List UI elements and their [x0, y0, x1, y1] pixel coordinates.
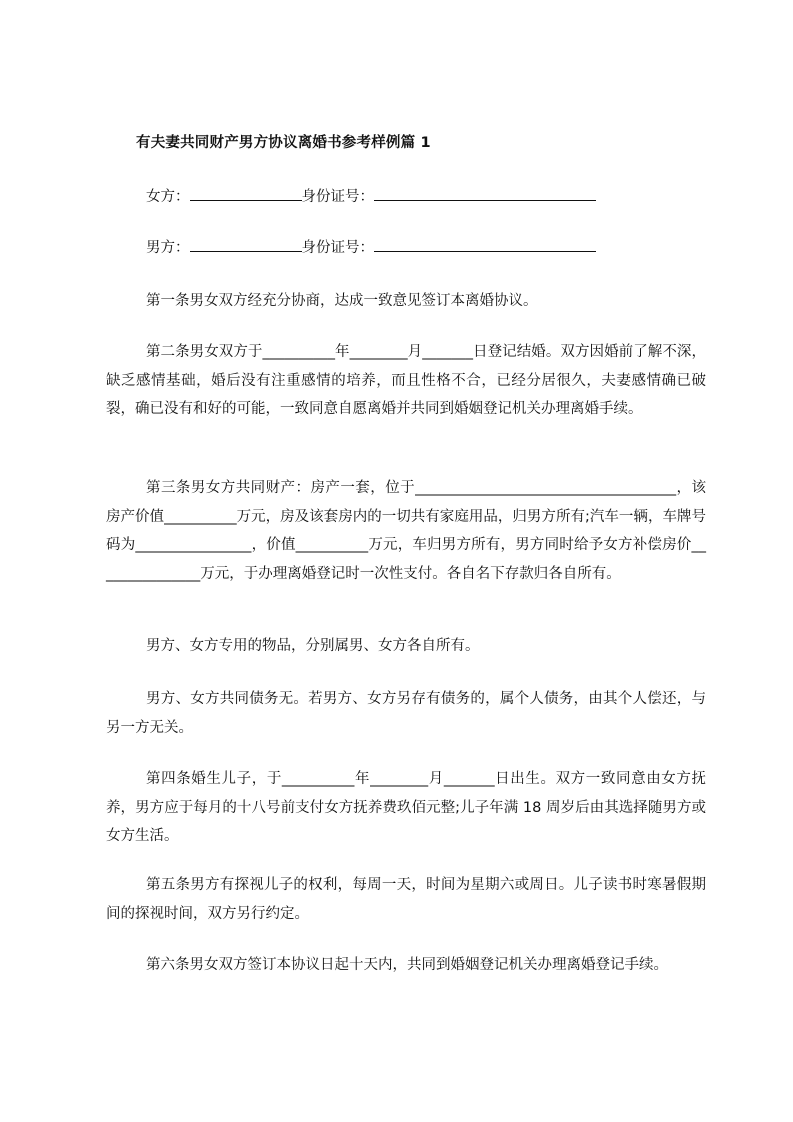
- article-4-paragraph: 第四条婚生儿子，于__________年________月_______日出生。双方一致同意由女方抚养，男方应于每月的十八号前支付女方抚养费玖佰元整;儿子年满 18 周岁后由其选择随男方或女方生活。: [106, 771, 706, 844]
- article-1-paragraph: 第一条男女双方经充分协商，达成一致意见签订本离婚协议。: [146, 293, 538, 309]
- female-info-line: [146, 186, 596, 207]
- male-info-line: [146, 237, 596, 258]
- female-label: 女方：: [146, 189, 190, 205]
- personal-items-paragraph: 男方、女方专用的物品，分别属男、女方各自所有。: [146, 638, 480, 654]
- article-2-paragraph: 第二条男女双方于__________年________月_______日登记结婚。双方因婚前了解不深，缺乏感情基础，婚后没有注重感情的培养，而且性格不合，已经分居很久，夫妻感情确已破裂，确已没有和好的可能，一致同意自愿离婚并共同到婚姻登记机关办理离婚手续。: [106, 344, 706, 417]
- debts-paragraph: 男方、女方共同债务无。若男方、女方另存有债务的，属个人债务，由其个人偿还，与另一方无关。: [106, 691, 706, 736]
- female-id-label: 身份证号：: [301, 189, 374, 205]
- article-5-paragraph: 第五条男方有探视儿子的权利，每周一天，时间为星期六或周日。儿子读书时寒暑假期间的探视时间，双方另行约定。: [106, 877, 706, 922]
- article-6-paragraph: 第六条男女双方签订本协议日起十天内，共同到婚姻登记机关办理离婚登记手续。: [146, 957, 668, 973]
- document-title: 有夫妻共同财产男方协议离婚书参考样例篇 1: [136, 135, 431, 151]
- female-name-blank: [190, 186, 302, 201]
- male-id-label: 身份证号：: [301, 240, 374, 256]
- female-id-blank: [374, 186, 596, 201]
- article-3-paragraph: 第三条男女方共同财产：房产一套，位于____________________________________，该房产价值__________万元，房及该套房内的一切共有家庭用品，归男方所有;汽车一辆，车牌号码为________________，价值__________万元，车归男方所有，男方同时给予女方补偿房价_______________万元，于办理离婚登记时一次性支付。各自名下存款归各自所有。: [106, 480, 706, 582]
- male-label: 男方：: [146, 240, 190, 256]
- male-name-blank: [190, 237, 302, 252]
- male-id-blank: [374, 237, 596, 252]
